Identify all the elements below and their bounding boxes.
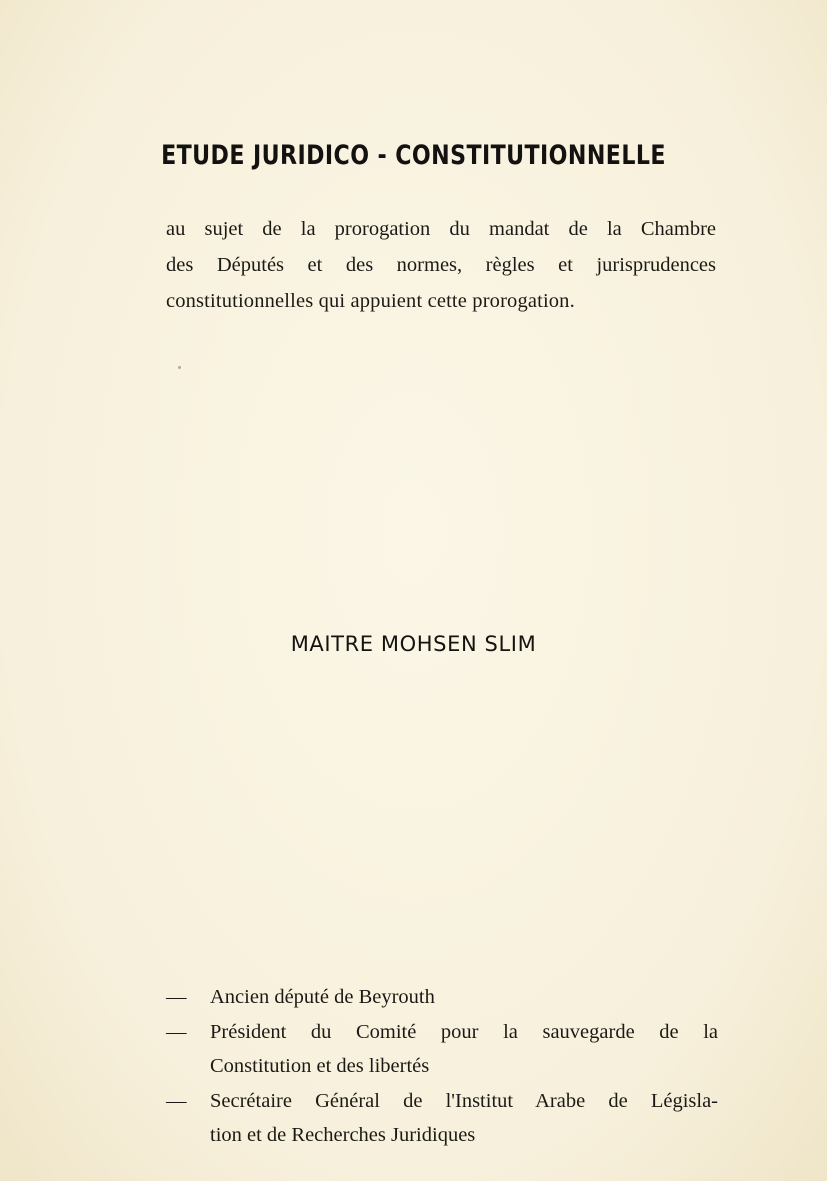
list-item-text: Secrétaire Général de l'Institut Arabe de Législa- (210, 1089, 718, 1112)
author-name: MAITRE MOHSEN SLIM (290, 632, 537, 656)
subtitle-line: des Députés et des normes, règles et jurisprudences (166, 254, 716, 276)
list-item-text: Ancien député de Beyrouth (210, 986, 435, 1008)
document-title: ETUDE JURIDICO - CONSTITUTIONNELLE (161, 140, 666, 171)
list-item-text: Constitution et des libertés (210, 1055, 430, 1077)
document-subtitle (166, 211, 716, 319)
list-item-text: Président du Comité pour la sauvegarde de la (210, 1020, 718, 1043)
author-titles-list (166, 980, 718, 1153)
list-item (166, 1015, 718, 1084)
paper-speck (178, 366, 181, 369)
list-item-text: tion et de Recherches Juridiques (210, 1124, 476, 1146)
dash-bullet: — (166, 1020, 187, 1043)
list-item (166, 980, 718, 1015)
subtitle-line: constitutionnelles qui appuient cette prorogation. (166, 290, 575, 312)
dash-bullet: — (166, 986, 187, 1008)
dash-bullet: — (166, 1089, 187, 1112)
list-item (166, 1084, 718, 1153)
subtitle-line: au sujet de la prorogation du mandat de la Chambre (166, 218, 716, 240)
